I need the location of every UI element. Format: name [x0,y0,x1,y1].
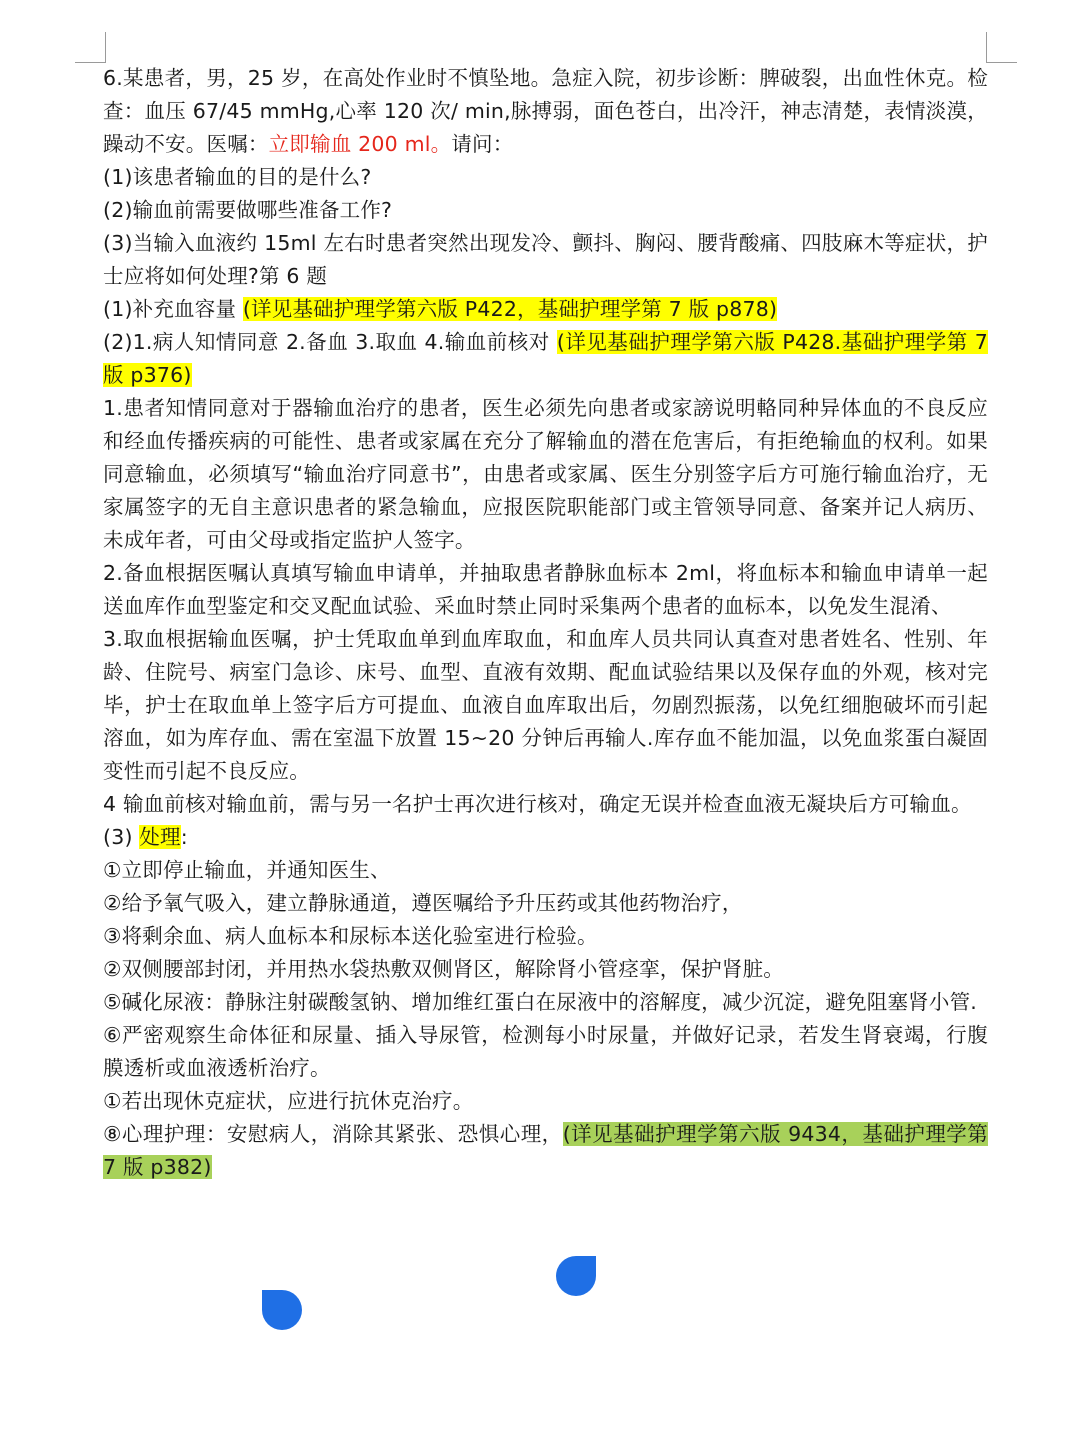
answer-2-reference-highlight: (详见基础护理学第六版 P428.基础护理学第 7 版 p376) [103,330,988,387]
question-stem-text: 6.某患者，男，25 岁，在高处作业时不慎坠地。急症入院，初步诊断：脾破裂，出血性休克。检查：血压 67/45 mmHg,心率 120 次/ min,脉搏弱，面色苍白，出冷汗，神志清楚，表情淡漠，躁动不安。医嘱： [103,66,988,156]
page-corner-mark-top-left [75,32,106,63]
answer-3-heading [103,821,988,854]
treatment-reference-selection[interactable]: (详见基础护理学第六版 9434，基础护理学第 7 版 p382) [103,1122,988,1179]
selection-start-handle[interactable] [556,1256,596,1296]
treatment-step-1: ①立即停止输血，并通知医生、 [103,858,391,882]
answer-1 [103,293,988,326]
treatment-step-5: ⑤碱化尿液：静脉注射碳酸氢钠、增加维红蛋白在尿液中的溶解度，减少沉淀，避免阻塞肾小管. [103,990,977,1014]
treatment-step-6: ⑥严密观察生命体征和尿量、插入导尿管，检测每小时尿量，并做好记录，若发生肾衰竭，行腹膜透析或血液透析治疗。 [103,1023,988,1080]
answer-2 [103,326,988,392]
answer-1-reference-highlight: (详见基础护理学第六版 P422，基础护理学第 7 版 p878) [242,297,778,321]
answer-1-text: (1)补充血容量 [103,297,243,321]
question-3: (3)当输入血液约 15ml 左右时患者突然出现发冷、颤抖、胸闷、腰背酸痛、四肢麻木等症状，护士应将如何处理?第 6 题 [103,231,988,288]
treatment-step-8-text: ⑧心理护理：安慰病人，消除其紧张、恐惧心理， [103,1122,563,1146]
treatment-step-7: ①若出现休克症状，应进行抗休克治疗。 [103,1089,474,1113]
answer-3-label-highlight: 处理 [139,825,181,849]
question-stem [103,62,988,161]
prep-step-verify: 4 输血前核对输血前，需与另一名护士再次进行核对，确定无误并检查血液无凝块后方可输血。 [103,792,972,816]
treatment-step-4: ②双侧腰部封闭，并用热水袋热敷双侧肾区，解除肾小管痉挛，保护肾脏。 [103,957,784,981]
doctor-order-red: 立即输血 200 ml。 [268,132,452,156]
treatment-step-8 [103,1118,988,1184]
answer-3-prefix: (3) [103,825,140,849]
answer-2-text: (2)1.病人知情同意 2.备血 3.取血 4.输血前核对 [103,330,557,354]
prep-step-collect-blood: 3.取血根据输血医嘱，护士凭取血单到血库取血，和血库人员共同认真查对患者姓名、性别、年龄、住院号、病室门急诊、床号、血型、直液有效期、配血试验结果以及保存血的外观，核对完毕，护士在取血单上签字后方可提血、血液自血库取出后，勿剧烈振荡，以免红细胞破坏而引起溶血，如为库存血、需在室温下放置 15~20 分钟后再输人.库存血不能加温，以免血浆蛋白凝固变性而引起不良反应。 [103,627,988,783]
treatment-step-3: ③将剩余血、病人血标本和尿标本送化验室进行检验。 [103,924,598,948]
answer-3-colon: : [180,825,188,849]
prep-step-prepare-blood: 2.备血根据医嘱认真填写输血申请单，并抽取患者静脉血标本 2ml，将血标本和输血申请单一起送血库作血型鉴定和交叉配血试验、采血时禁止同时采集两个患者的血标本，以免发生混淆、 [103,561,988,618]
question-prompt: 请问： [451,132,514,156]
selection-end-handle[interactable] [262,1290,302,1330]
question-1: (1)该患者输血的目的是什么? [103,165,372,189]
prep-step-consent: 1.患者知情同意对于器输血治疗的患者，医生必须先向患者或家謗说明輅同种异体血的不良反应和经血传播疾病的可能性、患者或家属在充分了解输血的潜在危害后，有拒绝输血的权利。如果同意输血，必须填写“输血治疗同意书”，由患者或家属、医生分别签字后方可施行输血治疗，无家属签字的无自主意识患者的紧急输血，应报医院职能部门或主管领导同意、备案并记人病历、未成年者，可由父母或指定监护人签字。 [103,396,988,552]
document-body[interactable] [103,62,988,1184]
page-corner-mark-top-right [986,32,1017,63]
treatment-step-2: ②给予氧气吸入，建立静脉通道，遵医嘱给予升压药或其他药物治疗， [103,891,743,915]
question-2: (2)输血前需要做哪些准备工作? [103,198,393,222]
